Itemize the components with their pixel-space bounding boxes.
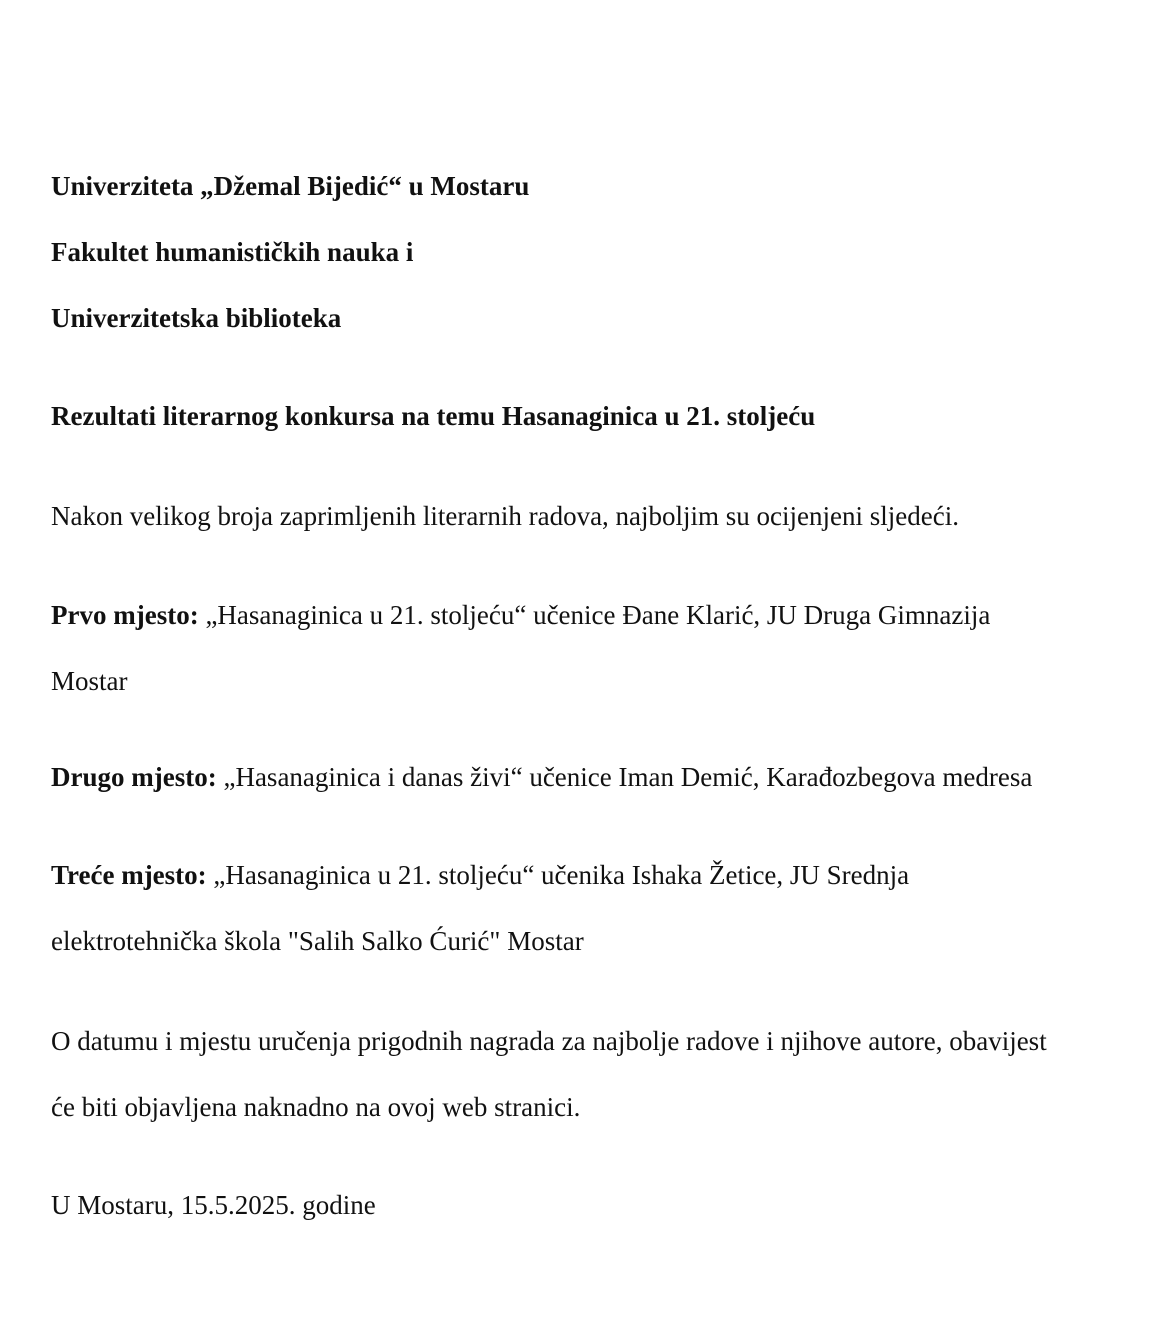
notice-line-2: će biti objavljena naknadno na ovoj web stranici.: [51, 1092, 581, 1122]
date-line: U Mostaru, 15.5.2025. godine: [51, 1190, 376, 1220]
intro-paragraph: Nakon velikog broja zaprimljenih literarnih radova, najboljim su ocijenjeni sljedeći.: [51, 501, 959, 531]
award-third-line: [51, 859, 909, 891]
header-library: Univerzitetska biblioteka: [51, 303, 342, 333]
award-third-continuation: elektrotehnička škola "Salih Salko Ćurić" Mostar: [51, 926, 584, 956]
award-first-line: [51, 599, 990, 631]
document-title: Rezultati literarnog konkursa na temu Hasanaginica u 21. stoljeću: [51, 401, 816, 431]
award-third-label: Treće mjesto:: [51, 860, 207, 890]
award-second-text: „Hasanaginica i danas živi“ učenice Iman Demić, Karađozbegova medresa: [216, 762, 1033, 792]
award-first-text: „Hasanaginica u 21. stoljeću“ učenice Đane Klarić, JU Druga Gimnazija: [198, 600, 991, 630]
award-second-line: [51, 761, 1032, 793]
header-faculty: Fakultet humanističkih nauka i: [51, 237, 414, 267]
award-first-label: Prvo mjesto:: [51, 600, 199, 630]
notice-line-1: O datumu i mjestu uručenja prigodnih nagrada za najbolje radove i njihove autore, obavijest: [51, 1026, 1047, 1056]
award-first-continuation: Mostar: [51, 666, 128, 696]
award-third-text: „Hasanaginica u 21. stoljeću“ učenika Ishaka Žetice, JU Srednja: [206, 860, 910, 890]
header-university: Univerziteta „Džemal Bijedić“ u Mostaru: [51, 171, 530, 201]
award-second-label: Drugo mjesto:: [51, 762, 217, 792]
